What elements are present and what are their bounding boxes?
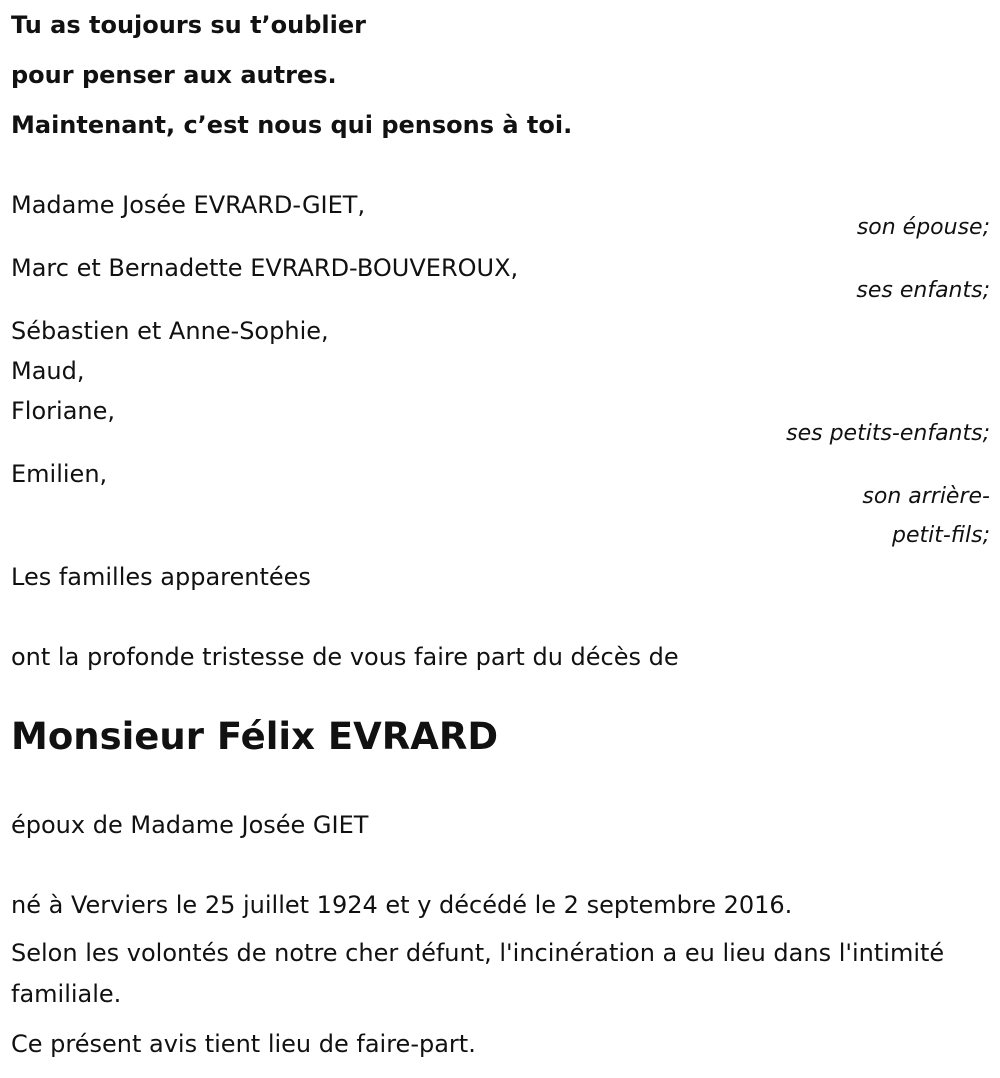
announcement-text: ont la profonde tristesse de vous faire part du décès de bbox=[11, 643, 679, 671]
related-families: Les familles apparentées bbox=[11, 563, 311, 591]
grandchild-3: Floriane, bbox=[11, 397, 116, 425]
spouse-name: Madame Josée EVRARD-GIET, bbox=[11, 191, 366, 219]
notice-text: Ce présent avis tient lieu de faire-part. bbox=[11, 1030, 476, 1058]
great-grandchild: Emilien, bbox=[11, 460, 108, 488]
grandchildren-role: ses petits-enfants; bbox=[786, 421, 990, 446]
grandchild-2: Maud, bbox=[11, 357, 85, 385]
spouse-of-text: époux de Madame Josée GIET bbox=[11, 811, 369, 839]
quote-line-1: Tu as toujours su t’oublier bbox=[11, 11, 366, 39]
birth-death-text: né à Verviers le 25 juillet 1924 et y décédé le 2 septembre 2016. bbox=[11, 891, 793, 919]
quote-line-2: pour penser aux autres. bbox=[11, 61, 337, 89]
grandchild-1: Sébastien et Anne-Sophie, bbox=[11, 317, 329, 345]
children-name: Marc et Bernadette EVRARD-BOUVEROUX, bbox=[11, 254, 519, 282]
spouse-role: son épouse; bbox=[856, 215, 990, 240]
cremation-text: Selon les volontés de notre cher défunt, l'incinération a eu lieu dans l'intimité familiale. bbox=[11, 939, 945, 1008]
great-grandchild-role-1: son arrière- bbox=[862, 484, 990, 509]
great-grandchild-role-2: petit-fils; bbox=[891, 523, 990, 548]
children-role: ses enfants; bbox=[856, 278, 990, 303]
quote-line-3: Maintenant, c’est nous qui pensons à toi. bbox=[11, 111, 573, 139]
deceased-name: Monsieur Félix EVRARD bbox=[11, 715, 499, 758]
